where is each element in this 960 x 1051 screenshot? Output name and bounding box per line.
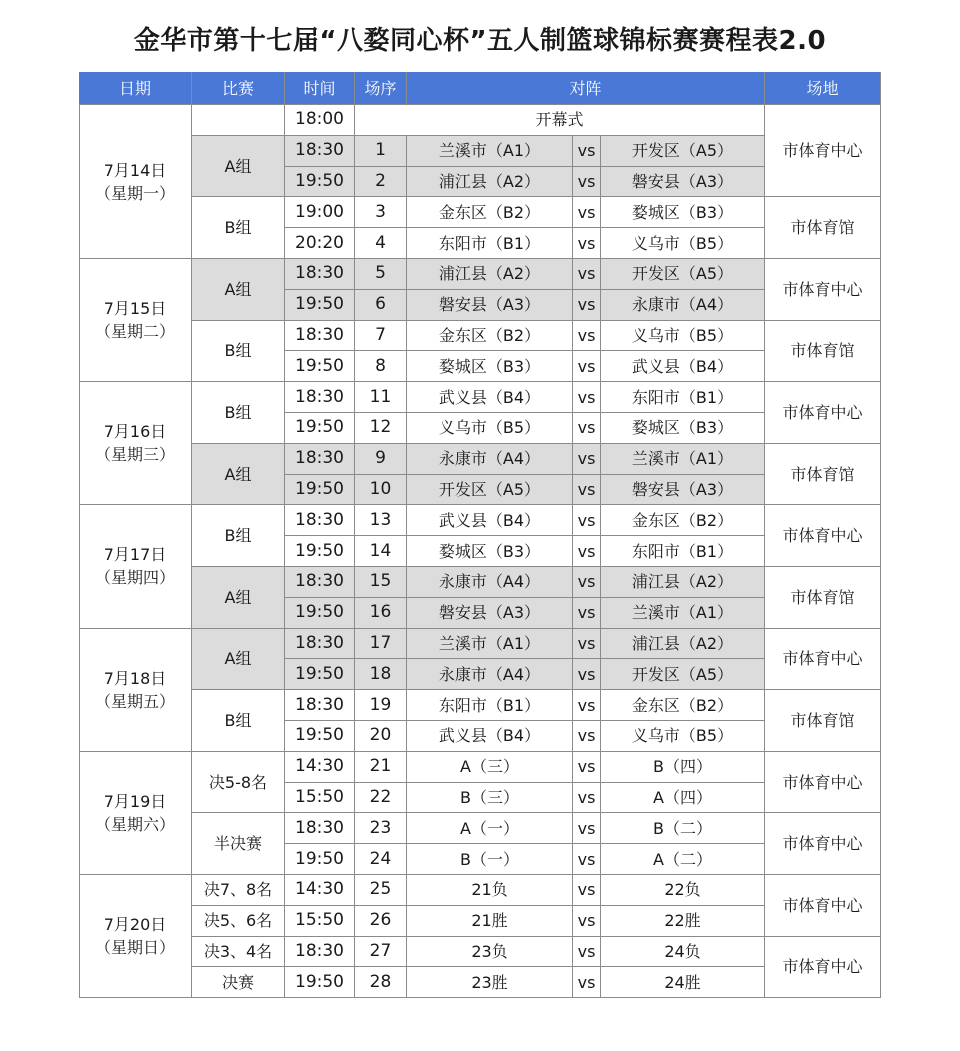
vs-cell: vs xyxy=(573,413,601,444)
vs-cell: vs xyxy=(573,906,601,937)
header-matchup: 对阵 xyxy=(407,72,765,105)
match-number-cell: 10 xyxy=(355,475,407,506)
match-number-cell: 3 xyxy=(355,197,407,228)
away-team-cell: 磐安县（A3） xyxy=(601,475,765,506)
header-time: 时间 xyxy=(285,72,355,105)
away-team-cell: 金东区（B2） xyxy=(601,690,765,721)
match-number-cell: 22 xyxy=(355,783,407,814)
stage-cell: 决5、6名 xyxy=(192,906,285,937)
vs-cell: vs xyxy=(573,228,601,259)
date-cell xyxy=(79,875,192,998)
vs-cell: vs xyxy=(573,290,601,321)
date-label: 7月20日 xyxy=(103,915,167,935)
time-cell: 18:30 xyxy=(285,505,355,536)
venue-cell: 市体育中心 xyxy=(765,875,881,937)
away-team-cell: 浦江县（A2） xyxy=(601,567,765,598)
stage-cell: A组 xyxy=(192,444,285,506)
vs-cell: vs xyxy=(573,690,601,721)
home-team-cell: 永康市（A4） xyxy=(407,567,573,598)
home-team-cell: 武义县（B4） xyxy=(407,505,573,536)
home-team-cell: 开发区（A5） xyxy=(407,475,573,506)
date-label: 7月19日 xyxy=(103,791,167,811)
time-cell: 19:50 xyxy=(285,351,355,382)
match-number-cell: 2 xyxy=(355,167,407,198)
date-label: 7月14日 xyxy=(103,160,167,180)
away-team-cell: 义乌市（B5） xyxy=(601,321,765,352)
away-team-cell: 兰溪市（A1） xyxy=(601,444,765,475)
stage-cell: 半决赛 xyxy=(192,813,285,875)
header-match: 比赛 xyxy=(192,72,285,105)
home-team-cell: 金东区（B2） xyxy=(407,321,573,352)
home-team-cell: A（一） xyxy=(407,813,573,844)
stage-cell: 决7、8名 xyxy=(192,875,285,906)
vs-cell: vs xyxy=(573,783,601,814)
time-cell: 20:20 xyxy=(285,228,355,259)
time-cell: 18:30 xyxy=(285,629,355,660)
time-cell: 18:30 xyxy=(285,444,355,475)
time-cell: 19:50 xyxy=(285,290,355,321)
stage-cell: A组 xyxy=(192,136,285,198)
header-venue: 场地 xyxy=(765,72,881,105)
match-number-cell: 26 xyxy=(355,906,407,937)
time-cell: 18:00 xyxy=(285,105,355,136)
opening-ceremony-label: 开幕式 xyxy=(355,105,765,136)
stage-cell: 决3、4名 xyxy=(192,937,285,968)
vs-cell: vs xyxy=(573,752,601,783)
match-number-cell: 27 xyxy=(355,937,407,968)
away-team-cell: 开发区（A5） xyxy=(601,659,765,690)
away-team-cell: 22胜 xyxy=(601,906,765,937)
away-team-cell: A（二） xyxy=(601,844,765,875)
time-cell: 14:30 xyxy=(285,875,355,906)
time-cell: 19:50 xyxy=(285,721,355,752)
match-number-cell: 16 xyxy=(355,598,407,629)
home-team-cell: 婺城区（B3） xyxy=(407,351,573,382)
time-cell: 19:50 xyxy=(285,844,355,875)
vs-cell: vs xyxy=(573,937,601,968)
stage-cell: A组 xyxy=(192,259,285,321)
match-number-cell: 12 xyxy=(355,413,407,444)
vs-cell: vs xyxy=(573,567,601,598)
away-team-cell: B（二） xyxy=(601,813,765,844)
away-team-cell: 24胜 xyxy=(601,967,765,998)
time-cell: 15:50 xyxy=(285,906,355,937)
venue-cell: 市体育馆 xyxy=(765,197,881,259)
home-team-cell: 21胜 xyxy=(407,906,573,937)
time-cell: 15:50 xyxy=(285,783,355,814)
date-label: 7月15日 xyxy=(103,299,167,319)
venue-cell: 市体育馆 xyxy=(765,567,881,629)
away-team-cell: 22负 xyxy=(601,875,765,906)
vs-cell: vs xyxy=(573,321,601,352)
date-label: 7月18日 xyxy=(103,668,167,688)
time-cell: 19:50 xyxy=(285,475,355,506)
away-team-cell: 金东区（B2） xyxy=(601,505,765,536)
venue-cell: 市体育中心 xyxy=(765,259,881,321)
vs-cell: vs xyxy=(573,505,601,536)
match-number-cell: 15 xyxy=(355,567,407,598)
weekday-label: （星期二） xyxy=(94,322,175,342)
stage-cell: 决赛 xyxy=(192,967,285,998)
time-cell: 19:50 xyxy=(285,167,355,198)
away-team-cell: 婺城区（B3） xyxy=(601,413,765,444)
weekday-label: （星期四） xyxy=(94,568,175,588)
stage-cell: 决5-8名 xyxy=(192,752,285,814)
home-team-cell: 婺城区（B3） xyxy=(407,536,573,567)
date-label: 7月17日 xyxy=(103,545,167,565)
vs-cell: vs xyxy=(573,629,601,660)
stage-cell: B组 xyxy=(192,690,285,752)
away-team-cell: 义乌市（B5） xyxy=(601,721,765,752)
venue-cell: 市体育馆 xyxy=(765,321,881,383)
away-team-cell: 永康市（A4） xyxy=(601,290,765,321)
time-cell: 19:00 xyxy=(285,197,355,228)
away-team-cell: 24负 xyxy=(601,937,765,968)
home-team-cell: A（三） xyxy=(407,752,573,783)
match-number-cell: 13 xyxy=(355,505,407,536)
stage-cell: A组 xyxy=(192,629,285,691)
match-number-cell: 23 xyxy=(355,813,407,844)
home-team-cell: B（一） xyxy=(407,844,573,875)
venue-cell: 市体育中心 xyxy=(765,105,881,197)
date-cell xyxy=(79,752,192,875)
home-team-cell: 兰溪市（A1） xyxy=(407,629,573,660)
vs-cell: vs xyxy=(573,351,601,382)
home-team-cell: 武义县（B4） xyxy=(407,721,573,752)
time-cell: 19:50 xyxy=(285,598,355,629)
date-cell xyxy=(79,629,192,752)
away-team-cell: 浦江县（A2） xyxy=(601,629,765,660)
home-team-cell: 23负 xyxy=(407,937,573,968)
away-team-cell: 开发区（A5） xyxy=(601,259,765,290)
venue-cell: 市体育馆 xyxy=(765,690,881,752)
stage-cell: B组 xyxy=(192,505,285,567)
away-team-cell: 婺城区（B3） xyxy=(601,197,765,228)
match-number-cell: 25 xyxy=(355,875,407,906)
venue-cell: 市体育馆 xyxy=(765,444,881,506)
match-number-cell: 1 xyxy=(355,136,407,167)
stage-cell: B组 xyxy=(192,321,285,383)
date-cell xyxy=(79,259,192,382)
vs-cell: vs xyxy=(573,875,601,906)
time-cell: 19:50 xyxy=(285,536,355,567)
away-team-cell: 兰溪市（A1） xyxy=(601,598,765,629)
match-number-cell: 4 xyxy=(355,228,407,259)
venue-cell: 市体育中心 xyxy=(765,505,881,567)
venue-cell: 市体育中心 xyxy=(765,629,881,691)
match-number-cell: 24 xyxy=(355,844,407,875)
home-team-cell: 永康市（A4） xyxy=(407,659,573,690)
away-team-cell: 东阳市（B1） xyxy=(601,382,765,413)
venue-cell: 市体育中心 xyxy=(765,752,881,814)
match-number-cell: 19 xyxy=(355,690,407,721)
date-cell xyxy=(79,382,192,505)
vs-cell: vs xyxy=(573,721,601,752)
vs-cell: vs xyxy=(573,167,601,198)
home-team-cell: 磐安县（A3） xyxy=(407,598,573,629)
home-team-cell: 东阳市（B1） xyxy=(407,690,573,721)
time-cell: 18:30 xyxy=(285,136,355,167)
home-team-cell: 兰溪市（A1） xyxy=(407,136,573,167)
time-cell: 18:30 xyxy=(285,937,355,968)
date-label: 7月16日 xyxy=(103,422,167,442)
time-cell: 14:30 xyxy=(285,752,355,783)
home-team-cell: 21负 xyxy=(407,875,573,906)
match-number-cell: 9 xyxy=(355,444,407,475)
time-cell: 18:30 xyxy=(285,259,355,290)
vs-cell: vs xyxy=(573,813,601,844)
home-team-cell: 东阳市（B1） xyxy=(407,228,573,259)
weekday-label: （星期日） xyxy=(94,938,175,958)
page-title: 金华市第十七届“八婺同心杯”五人制篮球锦标赛赛程表2.0 xyxy=(133,26,827,56)
date-cell xyxy=(79,505,192,628)
match-number-cell: 18 xyxy=(355,659,407,690)
match-number-cell: 6 xyxy=(355,290,407,321)
time-cell: 18:30 xyxy=(285,382,355,413)
away-team-cell: A（四） xyxy=(601,783,765,814)
weekday-label: （星期六） xyxy=(94,814,175,834)
date-cell xyxy=(79,105,192,259)
match-number-cell: 21 xyxy=(355,752,407,783)
home-team-cell: 永康市（A4） xyxy=(407,444,573,475)
vs-cell: vs xyxy=(573,382,601,413)
venue-cell: 市体育中心 xyxy=(765,813,881,875)
home-team-cell: 金东区（B2） xyxy=(407,197,573,228)
header-date: 日期 xyxy=(79,72,192,105)
vs-cell: vs xyxy=(573,967,601,998)
vs-cell: vs xyxy=(573,197,601,228)
match-number-cell: 7 xyxy=(355,321,407,352)
vs-cell: vs xyxy=(573,844,601,875)
venue-cell: 市体育中心 xyxy=(765,382,881,444)
home-team-cell: 武义县（B4） xyxy=(407,382,573,413)
stage-cell: B组 xyxy=(192,382,285,444)
time-cell: 19:50 xyxy=(285,413,355,444)
weekday-label: （星期三） xyxy=(94,445,175,465)
stage-cell: A组 xyxy=(192,567,285,629)
away-team-cell: 武义县（B4） xyxy=(601,351,765,382)
vs-cell: vs xyxy=(573,475,601,506)
vs-cell: vs xyxy=(573,659,601,690)
away-team-cell: 义乌市（B5） xyxy=(601,228,765,259)
away-team-cell: B（四） xyxy=(601,752,765,783)
vs-cell: vs xyxy=(573,598,601,629)
time-cell: 18:30 xyxy=(285,567,355,598)
time-cell: 18:30 xyxy=(285,321,355,352)
home-team-cell: 磐安县（A3） xyxy=(407,290,573,321)
match-number-cell: 28 xyxy=(355,967,407,998)
header-order: 场序 xyxy=(355,72,407,105)
home-team-cell: 浦江县（A2） xyxy=(407,259,573,290)
weekday-label: （星期五） xyxy=(94,691,175,711)
home-team-cell: B（三） xyxy=(407,783,573,814)
away-team-cell: 磐安县（A3） xyxy=(601,167,765,198)
match-number-cell: 20 xyxy=(355,721,407,752)
time-cell: 18:30 xyxy=(285,690,355,721)
venue-cell: 市体育中心 xyxy=(765,937,881,999)
away-team-cell: 开发区（A5） xyxy=(601,136,765,167)
away-team-cell: 东阳市（B1） xyxy=(601,536,765,567)
home-team-cell: 23胜 xyxy=(407,967,573,998)
time-cell: 19:50 xyxy=(285,967,355,998)
stage-cell: B组 xyxy=(192,197,285,259)
vs-cell: vs xyxy=(573,536,601,567)
vs-cell: vs xyxy=(573,136,601,167)
vs-cell: vs xyxy=(573,444,601,475)
match-number-cell: 11 xyxy=(355,382,407,413)
match-number-cell: 17 xyxy=(355,629,407,660)
time-cell: 19:50 xyxy=(285,659,355,690)
weekday-label: （星期一） xyxy=(94,183,175,203)
match-number-cell: 8 xyxy=(355,351,407,382)
match-number-cell: 14 xyxy=(355,536,407,567)
match-number-cell: 5 xyxy=(355,259,407,290)
home-team-cell: 义乌市（B5） xyxy=(407,413,573,444)
time-cell: 18:30 xyxy=(285,813,355,844)
stage-cell-empty xyxy=(192,105,285,136)
home-team-cell: 浦江县（A2） xyxy=(407,167,573,198)
vs-cell: vs xyxy=(573,259,601,290)
